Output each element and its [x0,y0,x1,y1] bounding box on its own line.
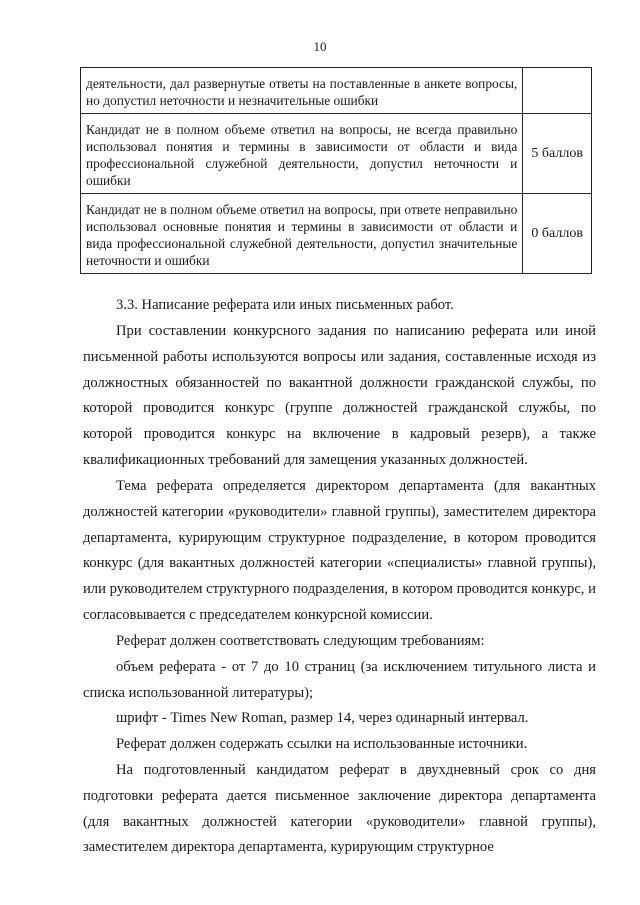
criteria-score: 0 баллов [523,194,592,274]
table-row [81,194,592,274]
criteria-score [523,68,592,114]
body-paragraph: Тема реферата определяется директором департамента (для вакантных должностей категории «руководители» главной группы), заместителем директора департамента, курирующим структурное подразделение, в котором проводится конкурс (для вакантных должностей категории «специалисты» главной группы), или руководителем структурного подразделения, в котором проводится конкурс, и согласовывается с председателем конкурсной комиссии. [83,478,596,623]
criteria-description: деятельности, дал развернутые ответы на поставленные в анкете вопросы, но допустил неточности и незначительные ошибки [81,68,523,114]
body-paragraph: шрифт - Times New Roman, размер 14, через одинарный интервал. [116,710,529,726]
body-paragraph: Реферат должен соответствовать следующим требованиям: [116,633,485,649]
body-paragraph: объем реферата - от 7 до 10 страниц (за исключением титульного листа и списка использованной литературы); [83,659,596,701]
table-row [81,68,592,114]
criteria-description: Кандидат не в полном объеме ответил на вопросы, не всегда правильно использовал понятия и термины в зависимости от области и вида профессиональной служебной деятельности, допустил неточности и ошибки [81,114,523,194]
section-heading: 3.3. Написание реферата или иных письменных работ. [116,297,454,313]
criteria-description: Кандидат не в полном объеме ответил на вопросы, при ответе неправильно использовал основные понятия и термины в зависимости от области и вида профессиональной служебной деятельности, допустил значительные неточности и ошибки [81,194,523,274]
evaluation-criteria-table [80,67,592,274]
table-row [81,114,592,194]
criteria-score: 5 баллов [523,114,592,194]
body-paragraph: На подготовленный кандидатом реферат в двухдневный срок со дня подготовки реферата дается письменное заключение директора департамента (для вакантных должностей категории «руководители» главной группы), заместителем директора департамента, курирующим структурное [83,762,596,856]
body-paragraph: Реферат должен содержать ссылки на использованные источники. [116,736,528,752]
page-number: 10 [313,39,327,54]
body-paragraph: При составлении конкурсного задания по написанию реферата или иной письменной работы используются вопросы или задания, составленные исходя из должностных обязанностей по вакантной должности гражданской службы, по которой проводится конкурс (группе должностей гражданской службы, по которой проводится конкурс на включение в кадровый резерв), а также квалификационных требований для замещения указанных должностей. [83,323,596,468]
